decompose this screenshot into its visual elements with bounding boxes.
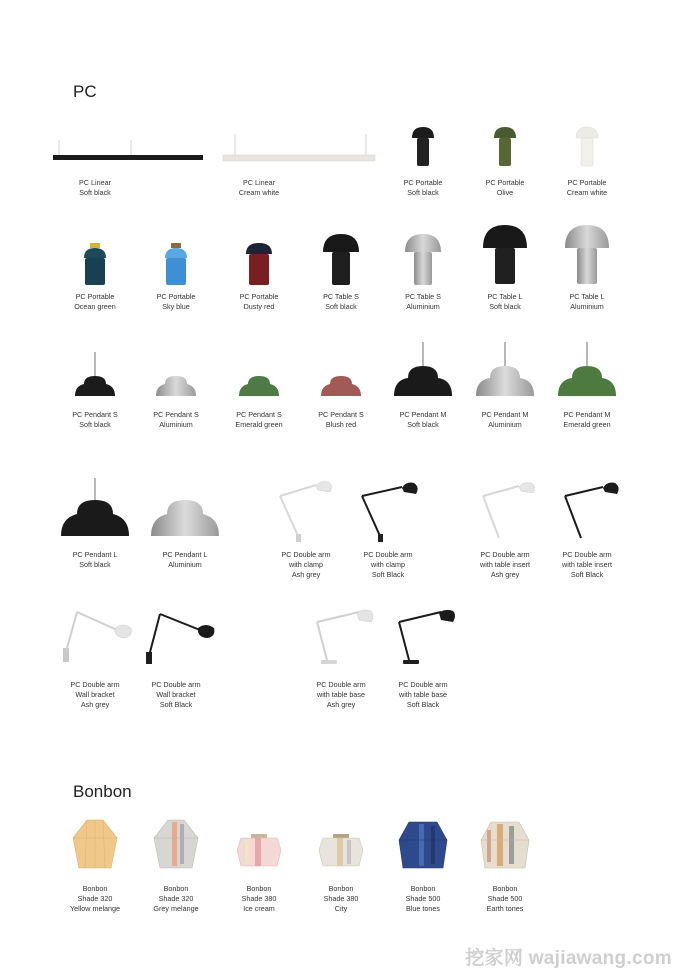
product-pc-double-arm-table-base-soft-black[interactable]: PC Double arm with table base Soft Black: [375, 608, 471, 712]
product-pc-table-l-aluminium[interactable]: PC Table L Aluminium: [539, 222, 635, 316]
section-title-bonbon: Bonbon: [73, 782, 132, 801]
product-pc-double-arm-table-insert-soft-black[interactable]: PC Double arm with table insert Soft Black: [539, 478, 635, 582]
pc-linear-black-image: [47, 130, 143, 170]
product-bonbon-320-yellow-melange[interactable]: Bonbon Shade 320 Yellow melange: [47, 816, 143, 916]
product-pc-portable-cream-white[interactable]: PC Portable Cream white: [539, 124, 635, 200]
product-pc-pendant-m-soft-black[interactable]: PC Pendant M Soft black: [375, 342, 471, 434]
pc-portable-cream-image: [539, 124, 635, 170]
pc-double-arm-insert-black-image: [539, 478, 635, 542]
product-pc-double-arm-table-base-ash-grey[interactable]: PC Double arm with table base Ash grey: [293, 608, 389, 712]
product-pc-table-s-soft-black[interactable]: PC Table S Soft black: [293, 232, 389, 316]
product-pc-linear-soft-black[interactable]: PC Linear Soft black: [47, 130, 143, 200]
product-pc-double-arm-clamp-ash-grey[interactable]: PC Double arm with clamp Ash grey: [258, 478, 354, 582]
bonbon-grey-image: [128, 816, 224, 878]
product-pc-pendant-m-aluminium[interactable]: PC Pendant M Aluminium: [457, 342, 553, 434]
product-pc-double-arm-wall-soft-black[interactable]: PC Double arm Wall bracket Soft Black: [128, 608, 224, 712]
product-pc-pendant-s-aluminium[interactable]: PC Pendant S Aluminium: [128, 352, 224, 434]
pc-double-arm-wall-black-image: [128, 608, 224, 672]
pc-double-arm-base-black-image: [375, 608, 471, 672]
pc-pendant-m-green-image: [539, 342, 635, 402]
product-bonbon-500-blue-tones[interactable]: Bonbon Shade 500 Blue tones: [375, 816, 471, 916]
product-pc-table-s-aluminium[interactable]: PC Table S Aluminium: [375, 232, 471, 316]
pc-table-l-aluminium-image: [539, 222, 635, 286]
product-pc-portable-ocean-green[interactable]: PC Portable Ocean green: [47, 240, 143, 316]
product-pc-pendant-m-emerald-green[interactable]: PC Pendant M Emerald green: [539, 342, 635, 434]
pc-portable-sky-blue-image: [128, 240, 224, 288]
product-bonbon-500-earth-tones[interactable]: Bonbon Shade 500 Earth tones: [457, 816, 553, 916]
product-pc-double-arm-clamp-soft-black[interactable]: PC Double arm with clamp Soft Black: [340, 478, 436, 582]
section-title-pc: PC: [73, 82, 97, 101]
product-pc-pendant-l-soft-black[interactable]: PC Pendant L Soft black: [47, 478, 143, 572]
product-pc-portable-sky-blue[interactable]: PC Portable Sky blue: [128, 240, 224, 316]
pc-double-arm-clamp-black-image: [340, 478, 436, 542]
product-pc-portable-olive[interactable]: PC Portable Olive: [457, 124, 553, 200]
pc-pendant-l-aluminium-image: [137, 478, 233, 540]
product-bonbon-320-grey-melange[interactable]: Bonbon Shade 320 Grey melange: [128, 816, 224, 916]
pc-linear-white-image: [211, 130, 307, 170]
pc-pendant-s-aluminium-image: [128, 352, 224, 402]
product-pc-portable-soft-black[interactable]: PC Portable Soft black: [375, 124, 471, 200]
pc-pendant-l-black-image: [47, 478, 143, 540]
product-pc-pendant-s-soft-black[interactable]: PC Pendant S Soft black: [47, 352, 143, 434]
product-pc-double-arm-table-insert-ash-grey[interactable]: PC Double arm with table insert Ash grey: [457, 478, 553, 582]
product-pc-pendant-s-emerald-green[interactable]: PC Pendant S Emerald green: [211, 352, 307, 434]
product-pc-pendant-l-aluminium[interactable]: PC Pendant L Aluminium: [137, 478, 233, 572]
product-bonbon-380-city[interactable]: Bonbon Shade 380 City: [293, 816, 389, 916]
product-pc-pendant-s-blush-red[interactable]: PC Pendant S Blush red: [293, 352, 389, 434]
watermark: 挖家网 wajiawang.com: [465, 948, 672, 969]
product-pc-double-arm-wall-ash-grey[interactable]: PC Double arm Wall bracket Ash grey: [47, 608, 143, 712]
product-pc-table-l-soft-black[interactable]: PC Table L Soft black: [457, 222, 553, 316]
product-pc-linear-cream-white[interactable]: PC Linear Cream white: [211, 130, 307, 200]
bonbon-earth-image: [457, 816, 553, 878]
product-bonbon-380-ice-cream[interactable]: Bonbon Shade 380 Ice cream: [211, 816, 307, 916]
product-pc-portable-dusty-red[interactable]: PC Portable Dusty red: [211, 240, 307, 316]
